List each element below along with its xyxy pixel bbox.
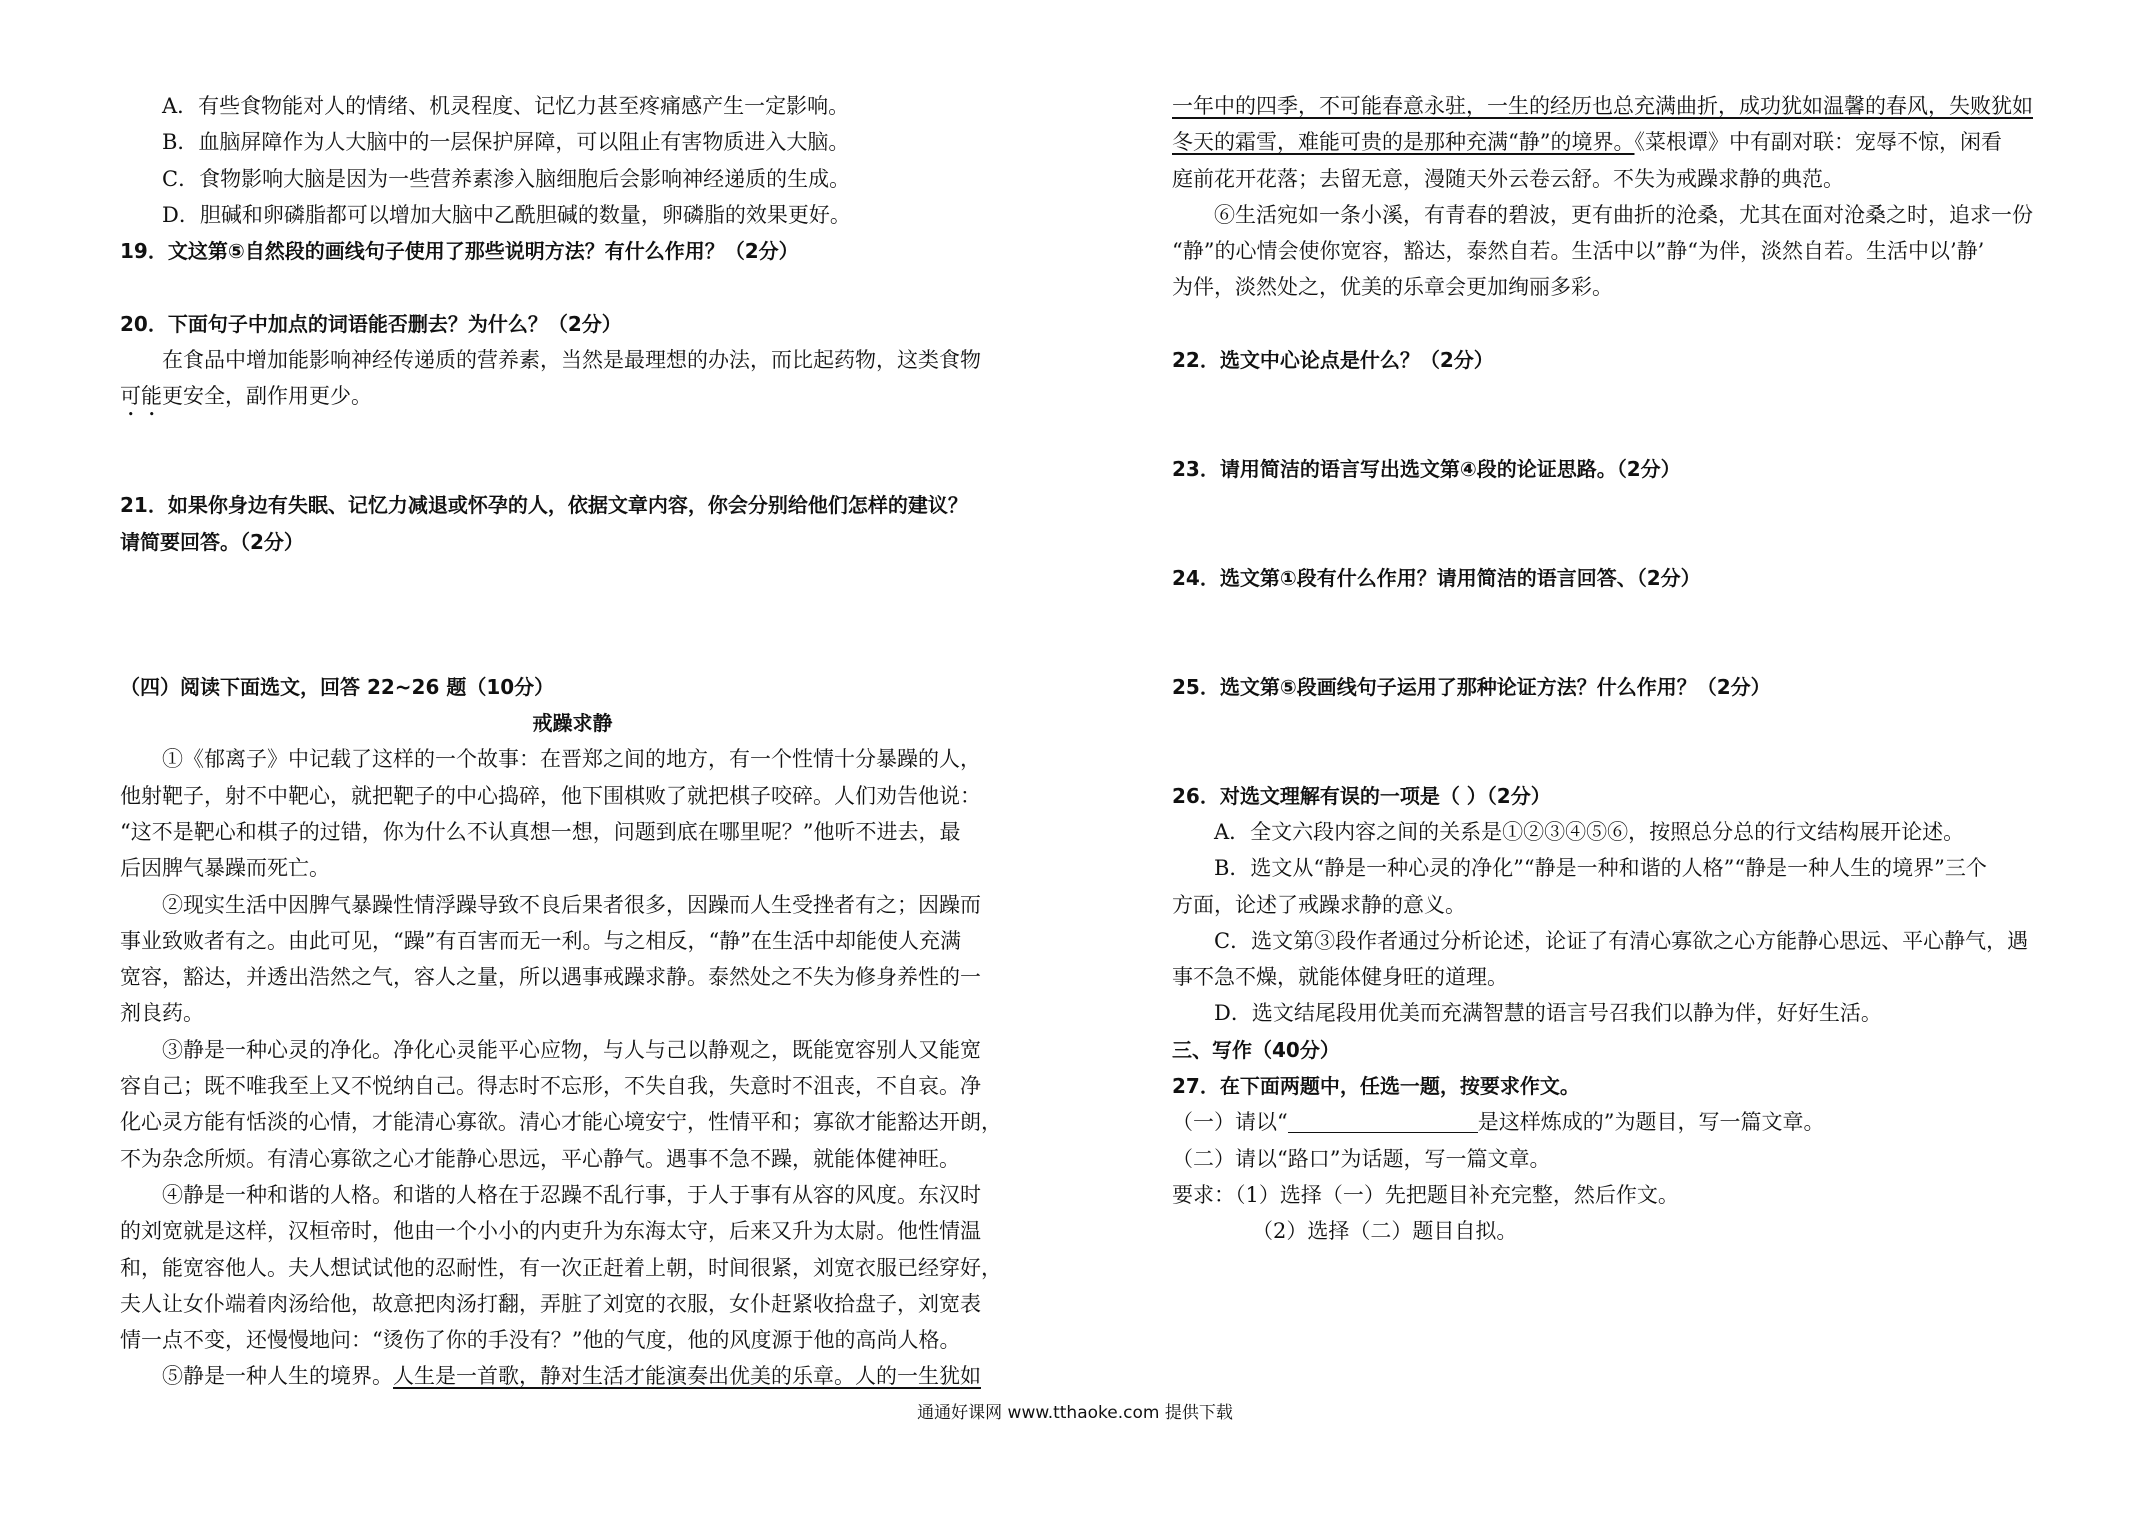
p5-plain: ⑤静是一种人生的境界。: [162, 1364, 393, 1389]
p2-line-4: 剂良药。: [120, 1001, 204, 1026]
question-20-sentence-1: 在食品中增加能影响神经传递质的营养素，当然是最理想的办法，而比起药物，这类食物: [162, 348, 981, 373]
p3-line-1: ③静是一种心灵的净化。净化心灵能平心应物，与人与己以静观之，既能宽容别人又能宽: [162, 1037, 981, 1062]
option-1-suffix: 是这样炼成的”为题目，写一篇文章。: [1477, 1110, 1825, 1135]
p6-line-2: “静”的心情会使你宽容，豁达，泰然自若。生活中以”静“为伴，淡然自若。生活中以’静’: [1172, 239, 1985, 264]
question-25: 25．选文第⑤段画线句子运用了那种论证方法？什么作用？（2分）: [1172, 674, 1771, 699]
option-c: C．食物影响大脑是因为一些营养素渗入脑细胞后会影响神经递质的生成。: [162, 166, 851, 191]
question-26-option-d: D．选文结尾段用优美而充满智慧的语言号召我们以静为伴，好好生活。: [1214, 1001, 1882, 1026]
question-26-option-c-line-2: 事不急不燥，就能体健身旺的道理。: [1172, 965, 1508, 990]
question-26-option-b-line-2: 方面，论述了戒躁求静的意义。: [1172, 892, 1466, 917]
p5-cont-line-1: [1172, 88, 2084, 124]
p4-line-1: ④静是一种和谐的人格。和谐的人格在于忍躁不乱行事，于人于事有从容的风度。东汉时: [162, 1182, 981, 1207]
question-19: 19．文这第⑤自然段的画线句子使用了那些说明方法？有什么作用？（2分）: [120, 239, 799, 264]
p2-line-3: 宽容，豁达，并透出浩然之气，容人之量，所以遇事戒躁求静。泰然处之不失为修身养性的一: [120, 965, 981, 990]
p6-line-3: 为伴，淡然处之，优美的乐章会更加绚丽多彩。: [1172, 275, 1613, 300]
question-20-sentence-2-rest: 更安全，副作用更少。: [162, 384, 372, 409]
requirement-1: 要求：（1）选择（一）先把题目补充完整，然后作文。: [1172, 1182, 1679, 1207]
p5-underlined-sentence: 人生是一首歌，静对生活才能演奏出优美的乐章。人的一生犹如: [393, 1364, 981, 1389]
question-26: 26．对选文理解有误的一项是（ ）（2分）: [1172, 783, 1551, 808]
p1-line-3: “这不是靶心和棋子的过错，你为什么不认真想一想，问题到底在哪里呢？”他听不进去，最: [120, 819, 961, 844]
question-26-option-c-line-1: C．选文第③段作者通过分析论述，论证了有清心寡欲之心方能静心思远、平心静气，遇: [1214, 928, 2029, 953]
p5-cont-plain-2: 《菜根谭》中有副对联：宠辱不惊，闲看: [1634, 130, 2002, 155]
essay-title: 戒躁求静: [532, 711, 613, 736]
question-20: 20．下面句子中加点的词语能否删去？为什么？（2分）: [120, 311, 622, 336]
p6-line-1: ⑥生活宛如一条小溪，有青春的碧波，更有曲折的沧桑，尤其在面对沧桑之时，追求一份: [1214, 202, 2033, 227]
question-21-line-1: 21．如果你身边有失眠、记忆力减退或怀孕的人，依据文章内容，你会分别给他们怎样的建议？: [120, 493, 968, 518]
requirement-2: （2）选择（二）题目自拟。: [1252, 1219, 1518, 1244]
question-26-option-b-line-1: B．选文从“静是一种心灵的净化”“静是一种和谐的人格”“静是一种人生的境界”三个: [1214, 856, 1987, 881]
p5-cont-line-2: [1172, 124, 2084, 160]
p3-line-3: 化心灵方能有恬淡的心情，才能清心寡欲。清心才能心境安宁，性情平和；寡欲才能豁达开朗，: [120, 1110, 1002, 1135]
dotted-word: 可能: [120, 384, 162, 409]
option-a: A．有些食物能对人的情绪、机灵程度、记忆力甚至疼痛感产生一定影响。: [162, 94, 850, 118]
p3-line-4: 不为杂念所烦。有清心寡欲之心才能静心思远，平心静气。遇事不急不躁，就能体健神旺。: [120, 1146, 960, 1171]
option-1-prefix: （一）请以“: [1172, 1110, 1288, 1135]
p3-line-2: 容自己；既不唯我至上又不悦纳自己。得志时不忘形，不失自我，失意时不沮丧，不自哀。净: [120, 1074, 981, 1099]
question-27: 27．在下面两题中，任选一题，按要求作文。: [1172, 1074, 1580, 1099]
question-21-line-2: 请简要回答。（2分）: [120, 529, 304, 554]
p2-line-2: 事业致败者有之。由此可见，“躁”有百害而无一利。与之相反，“静”在生活中却能使人充满: [120, 928, 961, 953]
question-24: 24．选文第①段有什么作用？请用简洁的语言回答、（2分）: [1172, 565, 1701, 590]
option-d: D．胆碱和卵磷脂都可以增加大脑中乙酰胆碱的数量，卵磷脂的效果更好。: [162, 202, 851, 227]
fill-in-blank: [1288, 1110, 1478, 1133]
section-three-heading: 三、写作（40分）: [1172, 1037, 1340, 1062]
p5-cont-underlined-2: 冬天的霜雪，难能可贵的是那种充满“静”的境界。: [1172, 130, 1635, 155]
page-footer: 通通好课网 www.tthaoke.com 提供下载: [917, 1403, 1233, 1423]
question-27-option-2: （二）请以“路口”为话题，写一篇文章。: [1172, 1146, 1551, 1171]
p2-line-1: ②现实生活中因脾气暴躁性情浮躁导致不良后果者很多，因躁而人生受挫者有之；因躁而: [162, 892, 981, 917]
p4-line-2: 的刘宽就是这样，汉桓帝时，他由一个小小的内吏升为东海太守，后来又升为太尉。他性情温: [120, 1219, 981, 1244]
left-column: [120, 88, 1025, 1395]
question-27-option-1: [1172, 1104, 2084, 1140]
p4-line-5: 情一点不变，还慢慢地问：“烫伤了你的手没有？”他的气度，他的风度源于他的高尚人格。: [120, 1328, 961, 1353]
p4-line-4: 夫人让女仆端着肉汤给他，故意把肉汤打翻，弄脏了刘宽的衣服，女仆赶紧收拾盘子，刘宽表: [120, 1291, 981, 1316]
question-22: 22．选文中心论点是什么？（2分）: [1172, 348, 1494, 373]
p5-line-1: [120, 1358, 1025, 1394]
section-four-heading: （四）阅读下面选文，回答 22~26 题（10分）: [120, 674, 555, 699]
p1-line-2: 他射靶子，射不中靶心，就把靶子的中心捣碎，他下围棋败了就把棋子咬碎。人们劝告他说：: [120, 783, 981, 808]
question-23: 23．请用简洁的语言写出选文第④段的论证思路。（2分）: [1172, 456, 1681, 481]
question-26-option-a: A．全文六段内容之间的关系是①②③④⑤⑥，按照总分总的行文结构展开论述。: [1214, 819, 1965, 844]
p5-cont-underlined-1: 一年中的四季，不可能春意永驻，一生的经历也总充满曲折，成功犹如温馨的春风，失败犹如: [1172, 94, 2033, 118]
question-20-sentence-2: [120, 378, 1025, 414]
p4-line-3: 和，能宽容他人。夫人想试试他的忍耐性，有一次正赶着上朝，时间很紧，刘宽衣服已经穿好，: [120, 1255, 1002, 1280]
p5-cont-line-3: 庭前花开花落；去留无意，漫随天外云卷云舒。不失为戒躁求静的典范。: [1172, 166, 1844, 191]
right-column: [1172, 88, 2084, 1250]
p1-line-4: 后因脾气暴躁而死亡。: [120, 856, 330, 881]
option-b: B．血脑屏障作为人大脑中的一层保护屏障，可以阻止有害物质进入大脑。: [162, 130, 850, 155]
p1-line-1: ①《郁离子》中记载了这样的一个故事：在晋郑之间的地方，有一个性情十分暴躁的人，: [162, 747, 981, 772]
